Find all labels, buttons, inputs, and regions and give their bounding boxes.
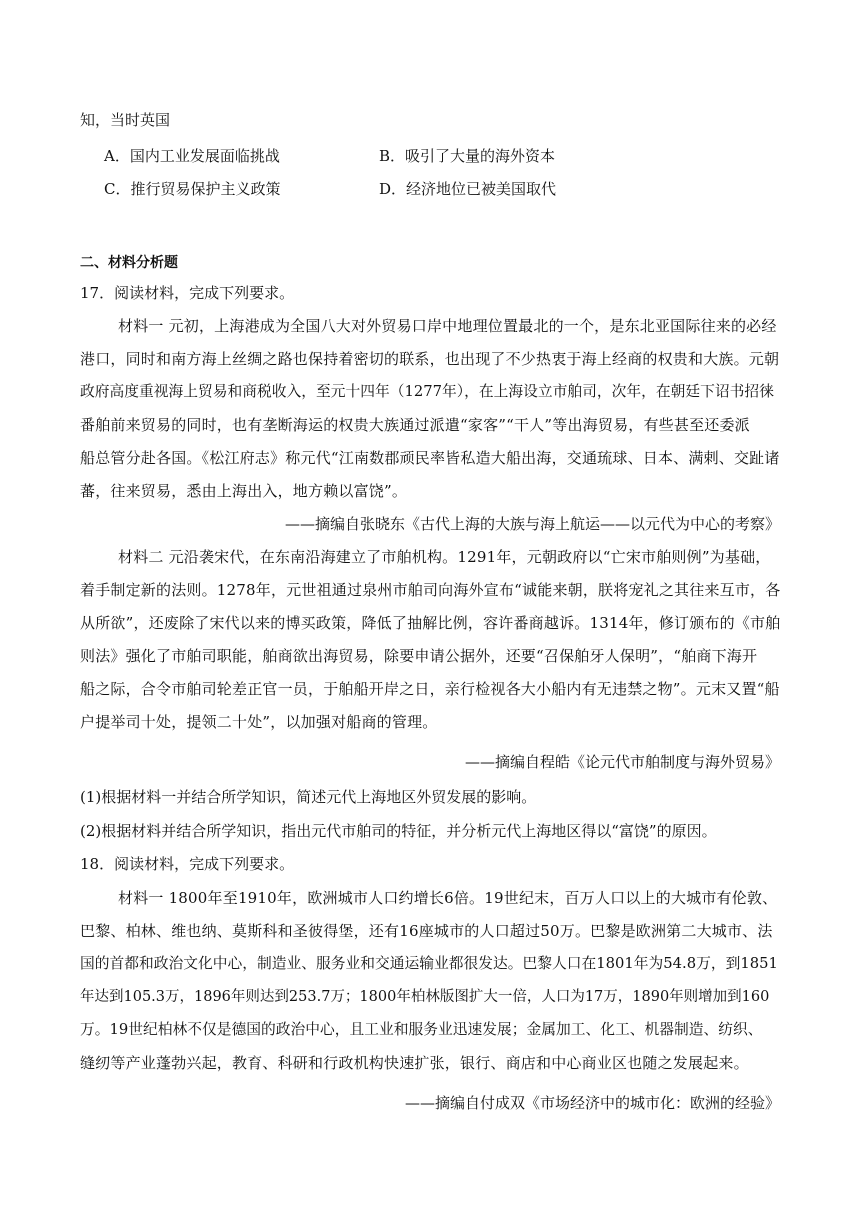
- q18-material-1-line: 材料一 1800年至1910年，欧洲城市人口约增长6倍。19世纪末，百万人口以上的大城市有伦敦、: [118, 889, 778, 907]
- q17-material-1-line: 蕃，往来贸易，悉由上海出入，地方赖以富饶”。: [80, 482, 408, 500]
- question-16-stem-tail: 知，当时英国: [80, 111, 171, 129]
- q17-material-2-source: ——摘编自程皓《论元代市舶制度与海外贸易》: [464, 753, 780, 771]
- question-17-prompt: 17．阅读材料，完成下列要求。: [80, 284, 295, 302]
- option-a: A．国内工业发展面临挑战: [104, 147, 280, 165]
- q18-material-1-source: ——摘编自付成双《市场经济中的城市化：欧洲的经验》: [404, 1094, 780, 1112]
- q17-material-2-line: 户提举司十处，提领二十处”，以加强对船商的管理。: [80, 713, 438, 731]
- q17-subquestion-1: (1)根据材料一并结合所学知识，简述元代上海地区外贸发展的影响。: [80, 788, 537, 806]
- q18-material-1-line: 年达到105.3万，1896年则达到253.7万；1800年柏林版图扩大一倍，人口为17万，1890年则增加到160: [80, 989, 770, 1005]
- q18-material-1-line: 万。19世纪柏林不仅是德国的政治中心，且工业和服务业迅速发展；金属加工、化工、机器制造、纺织、: [80, 1021, 763, 1038]
- q18-material-1-line: 国的首都和政治文化中心，制造业、服务业和交通运输业都很发达。巴黎人口在1801年为54.8万，到1851: [80, 955, 778, 972]
- option-d: D．经济地位已被美国取代: [379, 180, 557, 198]
- q18-material-1-line: 缝纫等产业蓬勃兴起，教育、科研和行政机构快速扩张，银行、商店和中心商业区也随之发展起来。: [80, 1054, 749, 1072]
- q17-material-1-line: 番舶前来贸易的同时，也有垄断海运的权贵大族通过派遣“家客”“干人”等出海贸易，有些甚至还委派: [80, 416, 750, 434]
- q17-material-1-line: 材料一 元初，上海港成为全国八大对外贸易口岸中地理位置最北的一个，是东北亚国际往来的必经: [118, 317, 777, 335]
- section-title: 二、材料分析题: [80, 255, 178, 271]
- q17-material-2-line: 材料二 元沿袭宋代，在东南沿海建立了市舶机构。1291年，元朝政府以“亡宋市舶则例”为基础，: [118, 548, 771, 566]
- option-b: B．吸引了大量的海外资本: [379, 147, 556, 165]
- q17-material-2-line: 着手制定新的法则。1278年，元世祖通过泉州市舶司向海外宣布“诚能来朝，朕将宠礼之其往来互市，各: [80, 581, 781, 599]
- q17-material-1-line: 政府高度重视海上贸易和商税收入，至元十四年（1277年），在上海设立市舶司，次年，在朝廷下诏书招徕: [80, 383, 774, 400]
- q17-subquestion-2: (2)根据材料并结合所学知识，指出元代市舶司的特征，并分析元代上海地区得以“富饶”的原因。: [80, 822, 717, 840]
- q17-material-2-line: 则法》强化了市舶司职能，舶商欲出海贸易，除要申请公据外，还要“召保舶牙人保明”，“舶商下海开: [80, 647, 758, 665]
- option-c: C．推行贸易保护主义政策: [104, 180, 281, 198]
- q17-material-2-line: 从所欲”，还废除了宋代以来的博买政策，降低了抽解比例，容许番商越诉。1314年，修订颁布的《市舶: [80, 614, 781, 632]
- q17-material-1-line: 港口，同时和南方海上丝绸之路也保持着密切的联系，也出现了不少热衷于海上经商的权贵和大族。元朝: [80, 350, 780, 368]
- q17-material-1-source: ——摘编自张晓东《古代上海的大族与海上航运——以元代为中心的考察》: [284, 515, 780, 533]
- question-18-prompt: 18．阅读材料，完成下列要求。: [80, 855, 295, 873]
- q17-material-1-line: 船总管分赴各国。《松江府志》称元代“江南数郡顽民率皆私造大船出海，交通琉球、日本、满剌、交趾诸: [80, 449, 780, 467]
- q17-material-2-line: 船之际，合令市舶司轮差正官一员，于舶船开岸之日，亲行检视各大小船内有无违禁之物”。元末又置“船: [80, 680, 780, 698]
- q18-material-1-line: 巴黎、柏林、维也纳、莫斯科和圣彼得堡，还有16座城市的人口超过50万。巴黎是欧洲第二大城市、法: [80, 922, 773, 940]
